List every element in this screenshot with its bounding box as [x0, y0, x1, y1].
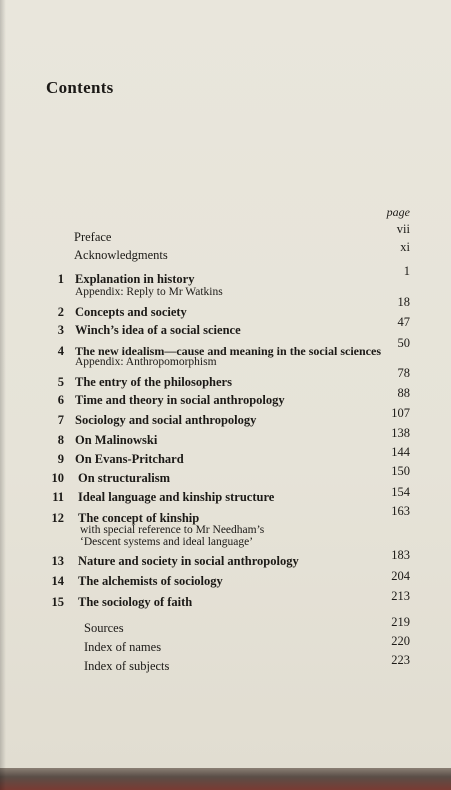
chapter-page: 107: [391, 406, 410, 420]
chapter-title: The new idealism—cause and meaning in the social sciences: [75, 344, 382, 358]
chapter-number: 1: [57, 272, 64, 286]
chapter-title: Winch’s idea of a social science: [75, 323, 241, 337]
toc-entry-page: 220: [391, 634, 410, 648]
toc-entry-page: 223: [391, 653, 410, 667]
chapter-page: 18: [397, 295, 410, 309]
chapter-number: 15: [51, 595, 64, 609]
toc-entry-label: Preface: [74, 230, 112, 244]
chapter-page: 88: [397, 386, 410, 400]
chapter-title: Explanation in history: [75, 272, 195, 286]
chapter-page: 47: [397, 315, 410, 329]
chapter-page: 213: [391, 589, 410, 603]
chapter-number: 12: [51, 511, 64, 525]
chapter-title: The entry of the philosophers: [75, 375, 232, 389]
spine-shadow: [0, 0, 6, 790]
chapter-number: 14: [51, 574, 64, 588]
toc-entry-label: Acknowledgments: [74, 248, 168, 262]
chapter-number: 6: [57, 393, 64, 407]
chapter-subtitle: Appendix: Reply to Mr Watkins: [75, 286, 223, 298]
toc-chapter-14: [0, 569, 451, 590]
chapter-subtitle: ‘Descent systems and ideal language’: [80, 536, 254, 548]
chapter-number: 4: [57, 344, 64, 358]
chapter-title: Ideal language and kinship structure: [78, 490, 275, 504]
chapter-number: 5: [57, 375, 64, 389]
chapter-page: 138: [391, 426, 410, 440]
chapter-number: 3: [57, 323, 64, 337]
chapter-title: The concept of kinship: [78, 511, 200, 525]
toc-entry-label: Index of subjects: [84, 659, 170, 673]
chapter-title: Concepts and society: [75, 305, 187, 319]
chapter-title: Sociology and social anthropology: [75, 413, 257, 427]
chapter-page: 183: [391, 548, 410, 562]
page-title: Contents: [46, 78, 114, 97]
toc-entry-label: Index of names: [84, 640, 162, 654]
chapter-title: The alchemists of sociology: [78, 574, 223, 588]
toc-chapter-15: [0, 589, 451, 611]
chapter-page: 154: [391, 485, 410, 499]
toc-entry-page: xi: [400, 240, 410, 254]
chapter-number: 7: [57, 413, 64, 427]
chapter-number: 8: [57, 433, 64, 447]
toc-entry-label: Sources: [84, 621, 124, 635]
chapter-page: 1: [403, 264, 410, 278]
chapter-title: The sociology of faith: [78, 595, 193, 609]
toc-entry-acknowledgments: [0, 240, 451, 264]
toc-entry-page: 219: [391, 615, 410, 629]
chapter-number: 2: [57, 305, 64, 319]
chapter-number: 13: [51, 554, 64, 568]
chapter-title: Nature and society in social anthropology: [78, 554, 299, 568]
chapter-title: On Evans-Pritchard: [75, 452, 184, 466]
chapter-page: 78: [397, 366, 410, 380]
chapter-page: 50: [397, 336, 410, 350]
chapter-title: Time and theory in social anthropology: [75, 393, 285, 407]
chapter-subtitle: Appendix: Anthropomorphism: [75, 356, 217, 368]
toc-entry-index-subjects: [0, 653, 451, 675]
chapter-number: 10: [51, 471, 64, 485]
page-column-header: page: [386, 205, 410, 219]
toc-entry-page: vii: [396, 222, 410, 236]
chapter-subtitle: with special reference to Mr Needham’s: [80, 524, 265, 536]
chapter-page: 150: [391, 464, 410, 478]
chapter-page: 163: [391, 504, 410, 518]
chapter-title: On Malinowski: [75, 433, 158, 447]
book-cover-edge: [0, 768, 451, 790]
chapter-number: 11: [52, 490, 64, 504]
toc-chapter-13: [0, 548, 451, 570]
chapter-page: 144: [391, 445, 410, 459]
chapter-title: On structuralism: [78, 471, 171, 485]
chapter-page: 204: [391, 569, 410, 583]
chapter-number: 9: [57, 452, 64, 466]
